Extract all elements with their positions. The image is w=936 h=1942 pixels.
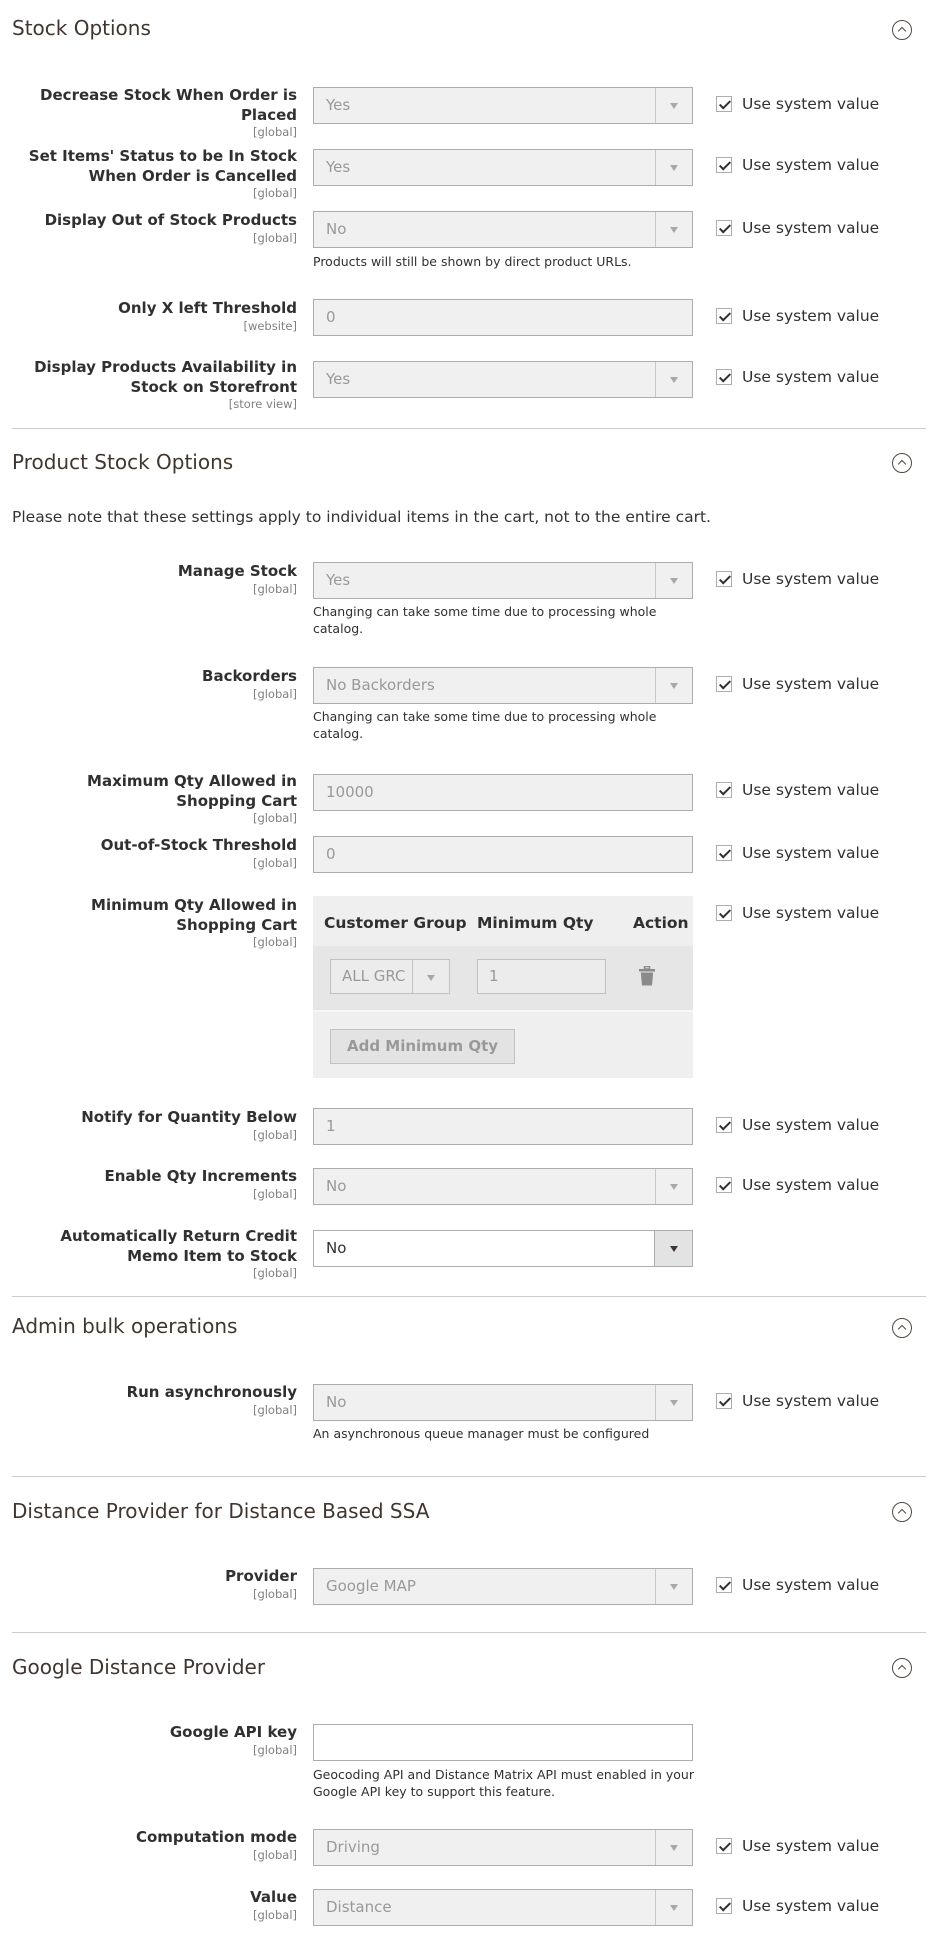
field-label-notify-qty-below: [12, 1108, 297, 1142]
use-system-value-label: Use system value: [742, 570, 880, 588]
checkbox-checked-icon[interactable]: [716, 1838, 732, 1854]
field-label-display-availability: [12, 358, 297, 411]
section-title-product-stock-options: Product Stock Options: [12, 450, 234, 474]
decrease-stock-select[interactable]: Yes: [313, 87, 693, 124]
table-header-action: Action: [633, 914, 689, 932]
field-label-backorders: [12, 667, 297, 701]
scope-text: [global]: [252, 1742, 297, 1757]
use-system-value-checkbox[interactable]: [716, 1837, 879, 1855]
use-system-value-label: Use system value: [742, 368, 880, 386]
dropdown-arrow-box[interactable]: [655, 1231, 692, 1266]
value-select[interactable]: Distance: [313, 1889, 693, 1926]
use-system-value-label: Use system value: [742, 1176, 880, 1194]
field-label-value: [12, 1888, 297, 1922]
scope-text: [website]: [243, 318, 297, 333]
field-note: Changing can take some time due to processing whole catalog.: [313, 709, 657, 741]
collapse-icon[interactable]: [892, 1502, 912, 1522]
customer-group-select[interactable]: ALL GRC: [330, 959, 450, 994]
field-label-provider: [12, 1567, 297, 1601]
scope-text: [global]: [252, 686, 297, 701]
scope-text: [global]: [252, 186, 297, 200]
field-label-min-qty: [12, 896, 297, 949]
label-text: Computation mode: [135, 1828, 297, 1846]
use-system-value-label: Use system value: [742, 1837, 880, 1855]
table-header-customer-group: Customer Group: [324, 914, 467, 932]
use-system-value-checkbox[interactable]: [716, 1176, 879, 1194]
label-text: Enable Qty Increments: [104, 1167, 297, 1185]
label-text: Decrease Stock When Order is Placed: [40, 86, 297, 124]
checkbox-checked-icon[interactable]: [716, 220, 732, 236]
display-out-of-stock-select[interactable]: No: [313, 211, 693, 248]
checkbox-checked-icon[interactable]: [716, 782, 732, 798]
label-text: Manage Stock: [177, 562, 297, 580]
field-label-run-async: [12, 1383, 297, 1417]
scope-text: [global]: [252, 125, 297, 139]
scope-text: [global]: [252, 1907, 297, 1922]
checkbox-checked-icon[interactable]: [716, 845, 732, 861]
use-system-value-checkbox[interactable]: [716, 904, 879, 922]
checkbox-checked-icon[interactable]: [716, 905, 732, 921]
checkbox-checked-icon[interactable]: [716, 571, 732, 587]
use-system-value-checkbox[interactable]: [716, 156, 879, 174]
label-text: Display Out of Stock Products: [44, 211, 297, 229]
field-note: An asynchronous queue manager must be configured: [313, 1426, 650, 1441]
field-label-only-x-left: [12, 299, 297, 333]
section-divider: [12, 1476, 926, 1477]
checkbox-checked-icon[interactable]: [716, 1117, 732, 1133]
enable-qty-increments-select[interactable]: No: [313, 1168, 693, 1205]
label-text: Minimum Qty Allowed in Shopping Cart: [91, 896, 297, 934]
checkbox-checked-icon[interactable]: [716, 1898, 732, 1914]
table-header-minimum-qty: Minimum Qty: [477, 914, 594, 932]
backorders-select[interactable]: No Backorders: [313, 667, 693, 704]
use-system-value-label: Use system value: [742, 1116, 880, 1134]
field-label-in-stock-cancelled: [12, 147, 297, 200]
min-qty-table: [313, 896, 693, 1078]
use-system-value-checkbox[interactable]: [716, 307, 879, 325]
checkbox-checked-icon[interactable]: [716, 369, 732, 385]
google-api-key-input[interactable]: [313, 1724, 693, 1761]
section-title-google-distance: Google Distance Provider: [12, 1655, 266, 1679]
collapse-icon[interactable]: [892, 20, 912, 40]
field-note: Geocoding API and Distance Matrix API must enabled in your Google API key to support this feature.: [313, 1767, 694, 1799]
collapse-icon[interactable]: [892, 1658, 912, 1678]
label-text: Provider: [225, 1567, 297, 1585]
section-title-stock-options: Stock Options: [12, 16, 151, 40]
field-label-display-out-of-stock: [12, 211, 297, 245]
section-divider: [12, 428, 926, 429]
use-system-value-checkbox[interactable]: [716, 368, 879, 386]
label-text: Run asynchronously: [126, 1383, 297, 1401]
scope-text: [store view]: [228, 397, 297, 411]
select-value: No: [326, 1239, 347, 1257]
scope-text: [global]: [252, 581, 297, 596]
label-text: Only X left Threshold: [118, 299, 297, 317]
collapse-icon[interactable]: [892, 1318, 912, 1338]
field-note: Products will still be shown by direct product URLs.: [313, 254, 632, 269]
use-system-value-label: Use system value: [742, 904, 880, 922]
scope-text: [global]: [252, 855, 297, 870]
scope-text: [global]: [252, 1586, 297, 1601]
section-title-distance-provider: Distance Provider for Distance Based SSA: [12, 1499, 430, 1523]
field-label-decrease-stock: [12, 86, 297, 139]
use-system-value-checkbox[interactable]: [716, 1392, 879, 1410]
run-async-select[interactable]: No: [313, 1384, 693, 1421]
add-minimum-qty-button[interactable]: Add Minimum Qty: [330, 1029, 515, 1064]
field-label-out-of-stock-threshold: [12, 836, 297, 870]
use-system-value-label: Use system value: [742, 844, 880, 862]
use-system-value-label: Use system value: [742, 219, 880, 237]
auto-return-credit-memo-select[interactable]: [313, 1230, 693, 1267]
out-of-stock-threshold-input[interactable]: 0: [313, 836, 693, 873]
only-x-left-input[interactable]: 0: [313, 299, 693, 336]
field-label-computation-mode: [12, 1828, 297, 1862]
use-system-value-label: Use system value: [742, 675, 880, 693]
field-label-auto-return-credit-memo: [12, 1227, 297, 1280]
checkbox-checked-icon[interactable]: [716, 96, 732, 112]
field-label-enable-qty-increments: [12, 1167, 297, 1201]
label-text: Notify for Quantity Below: [81, 1108, 297, 1126]
label-text: Out-of-Stock Threshold: [100, 836, 297, 854]
notify-qty-below-input[interactable]: 1: [313, 1108, 693, 1145]
label-text: Maximum Qty Allowed in Shopping Cart: [87, 772, 297, 810]
minimum-qty-input[interactable]: 1: [477, 959, 606, 994]
section-divider: [12, 1632, 926, 1633]
use-system-value-label: Use system value: [742, 307, 880, 325]
use-system-value-checkbox[interactable]: [716, 1576, 879, 1594]
provider-select[interactable]: Google MAP: [313, 1568, 693, 1605]
use-system-value-checkbox[interactable]: [716, 844, 879, 862]
use-system-value-checkbox[interactable]: [716, 95, 879, 113]
display-availability-select[interactable]: Yes: [313, 361, 693, 398]
scope-text: [global]: [252, 1127, 297, 1142]
trash-icon[interactable]: [639, 966, 655, 986]
use-system-value-label: Use system value: [742, 95, 880, 113]
label-text: Google API key: [169, 1723, 297, 1741]
use-system-value-label: Use system value: [742, 1576, 880, 1594]
section-divider: [12, 1296, 926, 1297]
checkbox-checked-icon[interactable]: [716, 676, 732, 692]
table-row-separator: [313, 1010, 693, 1012]
use-system-value-label: Use system value: [742, 1897, 880, 1915]
use-system-value-checkbox[interactable]: [716, 675, 879, 693]
use-system-value-checkbox[interactable]: [716, 219, 879, 237]
use-system-value-checkbox[interactable]: [716, 781, 879, 799]
label-text: Automatically Return Credit Memo Item to Stock: [60, 1227, 297, 1265]
manage-stock-select[interactable]: Yes: [313, 562, 693, 599]
label-text: Display Products Availability in Stock on Storefront: [34, 358, 297, 396]
scope-text: [global]: [252, 811, 297, 825]
section-note: Please note that these settings apply to individual items in the cart, not to the entire cart.: [12, 508, 711, 526]
computation-mode-select[interactable]: Driving: [313, 1829, 693, 1866]
checkbox-checked-icon[interactable]: [716, 1393, 732, 1409]
field-label-manage-stock: [12, 562, 297, 596]
scope-text: [global]: [252, 1186, 297, 1201]
label-text: Value: [250, 1888, 297, 1906]
in-stock-cancelled-select[interactable]: Yes: [313, 149, 693, 186]
use-system-value-label: Use system value: [742, 156, 880, 174]
label-text: Set Items' Status to be In Stock When Order is Cancelled: [28, 147, 297, 185]
checkbox-checked-icon[interactable]: [716, 1177, 732, 1193]
max-qty-input[interactable]: 10000: [313, 774, 693, 811]
checkbox-checked-icon[interactable]: [716, 157, 732, 173]
scope-text: [global]: [252, 230, 297, 245]
use-system-value-label: Use system value: [742, 781, 880, 799]
label-text: Backorders: [202, 667, 297, 685]
use-system-value-label: Use system value: [742, 1392, 880, 1410]
use-system-value-checkbox[interactable]: [716, 1897, 879, 1915]
scope-text: [global]: [252, 1402, 297, 1417]
field-label-google-api-key: [12, 1723, 297, 1757]
scope-text: [global]: [252, 1266, 297, 1280]
collapse-icon[interactable]: [892, 453, 912, 473]
checkbox-checked-icon[interactable]: [716, 1577, 732, 1593]
scope-text: [global]: [252, 1847, 297, 1862]
use-system-value-checkbox[interactable]: [716, 570, 879, 588]
scope-text: [global]: [252, 935, 297, 949]
checkbox-checked-icon[interactable]: [716, 308, 732, 324]
use-system-value-checkbox[interactable]: [716, 1116, 879, 1134]
field-note: Changing can take some time due to processing whole catalog.: [313, 604, 657, 636]
field-label-max-qty: [12, 772, 297, 825]
section-title-admin-bulk: Admin bulk operations: [12, 1314, 238, 1338]
